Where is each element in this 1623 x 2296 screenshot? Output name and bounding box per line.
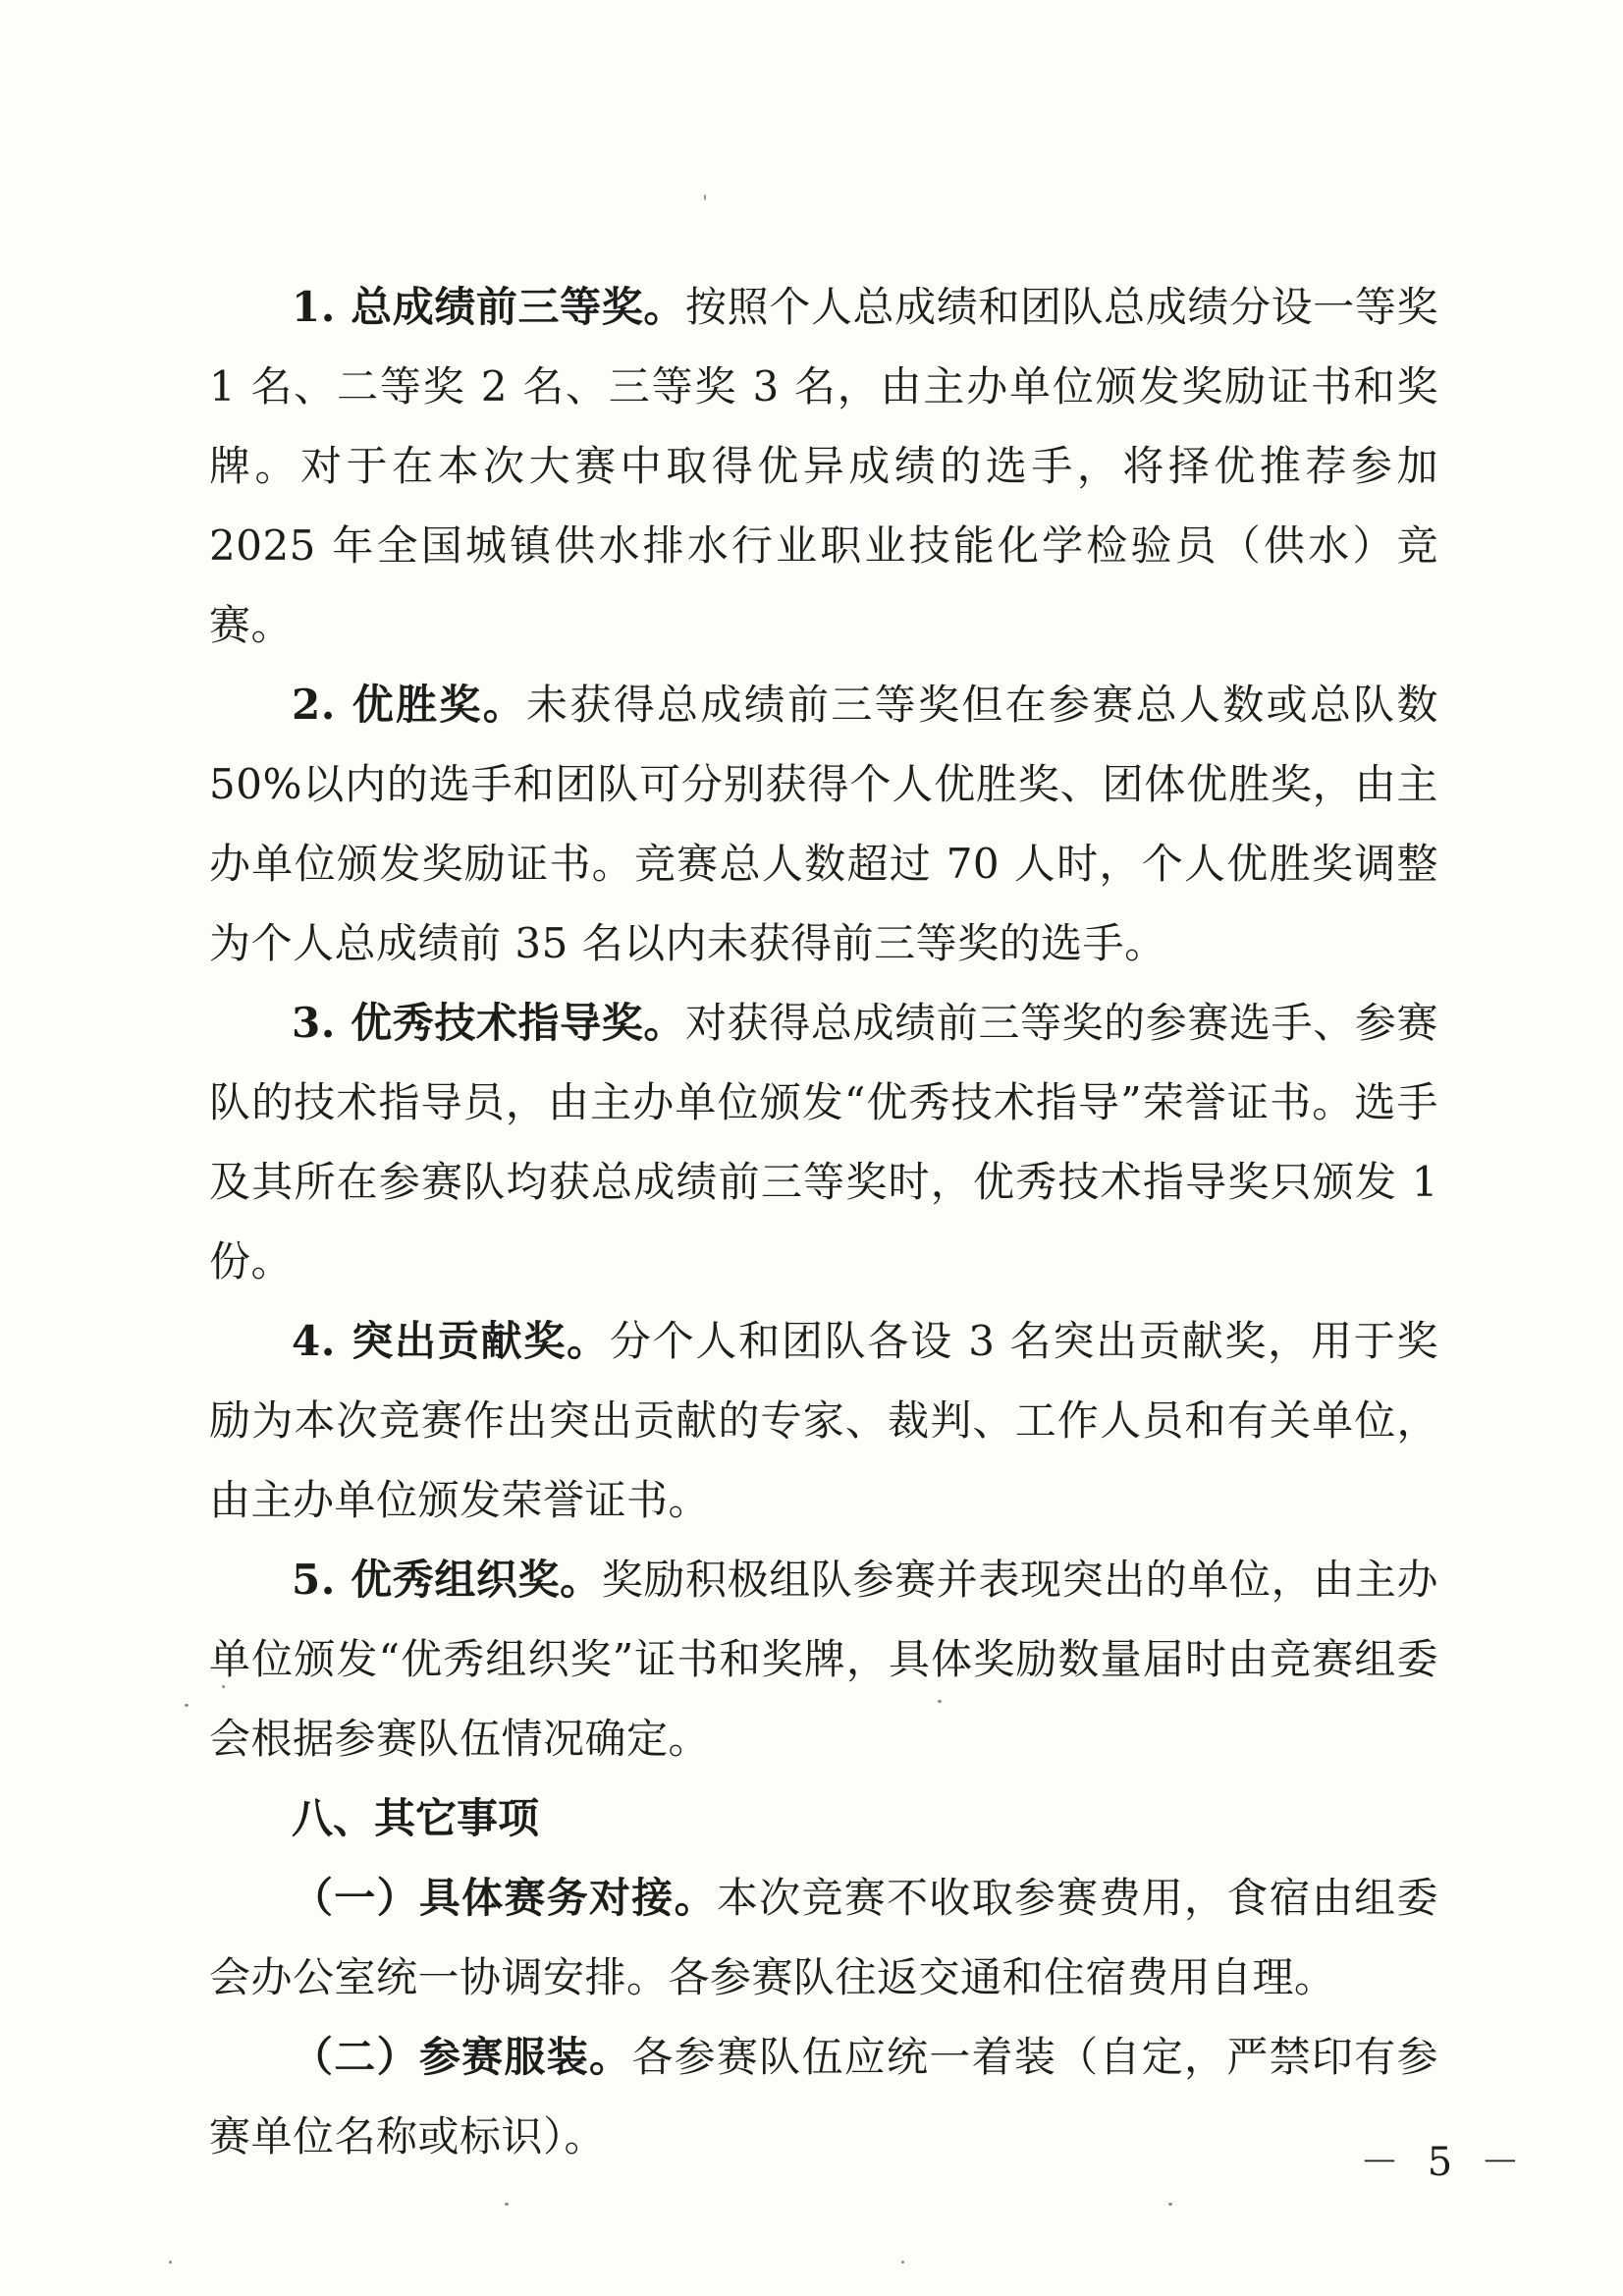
scan-speck [505, 2203, 509, 2206]
sub-item-lead: （一）具体赛务对接。 [292, 1874, 717, 1922]
paragraph-lead: 5. 优秀组织奖。 [292, 1556, 602, 1604]
paragraph-lead: 2. 优胜奖。 [292, 681, 527, 729]
page-number: － 5 － [1360, 2140, 1528, 2185]
scan-speck [901, 2261, 904, 2264]
document-body [209, 267, 1438, 2176]
paragraph-body: 未获得总成绩前三等奖但在参赛总人数或总队数 50%以内的选手和团队可分别获得个人优胜奖、团体优胜奖，由主办单位颁发奖励证书。竞赛总人数超过 70 人时，个人优胜奖调整为个人总成绩前 35 名以内未获得前三等奖的选手。 [209, 681, 1438, 967]
scan-speck [222, 1685, 225, 1688]
paragraph-body: 对获得总成绩前三等奖的参赛选手、参赛队的技术指导员，由主办单位颁发“优秀技术指导”荣誉证书。选手及其所在参赛队均获总成绩前三等奖时，优秀技术指导奖只颁发 1 份。 [209, 999, 1438, 1285]
paragraph-lead: 3. 优秀技术指导奖。 [292, 999, 686, 1047]
award-paragraph-1 [209, 267, 1438, 665]
award-paragraph-5 [209, 1540, 1438, 1778]
award-paragraph-2 [209, 665, 1438, 983]
paragraph-lead: 1. 总成绩前三等奖。 [292, 283, 686, 331]
sub-item-lead: （二）参赛服装。 [292, 2033, 632, 2081]
award-paragraph-3 [209, 983, 1438, 1301]
sub-item-1 [209, 1858, 1438, 2017]
sub-item-body: 本次竞赛不收取参赛费用，食宿由组委会办公室统一协调安排。各参赛队往返交通和住宿费用自理。 [209, 1874, 1438, 2001]
award-paragraph-4 [209, 1301, 1438, 1540]
paragraph-lead: 4. 突出贡献奖。 [292, 1317, 610, 1365]
section-heading: 八、其它事项 [292, 1794, 540, 1842]
sub-item-body: 各参赛队伍应统一着装（自定，严禁印有参赛单位名称或标识）。 [209, 2033, 1438, 2160]
scan-speck [1168, 2203, 1172, 2206]
scan-speck [185, 1704, 189, 1707]
paragraph-body: 分个人和团队各设 3 名突出贡献奖，用于奖励为本次竞赛作出突出贡献的专家、裁判、工作人员和有关单位，由主办单位颁发荣誉证书。 [209, 1317, 1438, 1524]
scan-speck [938, 1700, 942, 1703]
paragraph-body: 奖励积极组队参赛并表现突出的单位，由主办单位颁发“优秀组织奖”证书和奖牌，具体奖励数量届时由竞赛组委会根据参赛队伍情况确定。 [209, 1556, 1438, 1763]
scan-speck [704, 194, 706, 200]
scan-speck [169, 2261, 172, 2264]
paragraph-body: 按照个人总成绩和团队总成绩分设一等奖 1 名、二等奖 2 名、三等奖 3 名，由主办单位颁发奖励证书和奖牌。对于在本次大赛中取得优异成绩的选手，将择优推荐参加 2025 年全国城镇供水排水行业职业技能化学检验员（供水）竞赛。 [209, 283, 1438, 649]
sub-item-2 [209, 2017, 1438, 2176]
